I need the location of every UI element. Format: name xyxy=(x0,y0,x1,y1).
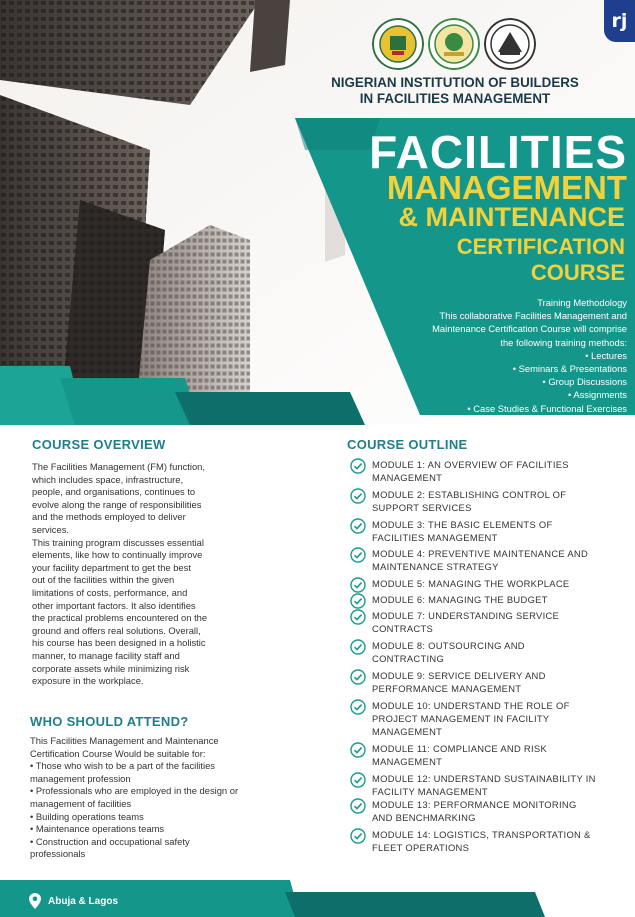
module-text-line: FACILITY MANAGEMENT xyxy=(372,786,488,797)
module-text xyxy=(372,577,569,590)
attend-item xyxy=(30,836,300,861)
org-name-line-1: NIGERIAN INSTITUTION OF BUILDERS xyxy=(331,75,579,90)
overview-line: other important factors. It also identifies xyxy=(32,599,196,611)
module-item xyxy=(350,669,625,695)
attend-item xyxy=(30,823,300,836)
course-title-line-2: MANAGEMENT xyxy=(386,169,627,206)
module-item xyxy=(350,518,625,544)
check-circle-icon xyxy=(350,593,366,609)
overview-line: elements, like how to continually improve xyxy=(32,549,203,561)
check-circle-icon xyxy=(350,639,366,655)
module-text-line: PERFORMANCE MANAGEMENT xyxy=(372,683,522,694)
module-item xyxy=(350,488,625,514)
module-text xyxy=(372,518,553,544)
module-text-line: MODULE 1: AN OVERVIEW OF FACILITIES xyxy=(372,459,569,470)
check-circle-icon xyxy=(350,699,366,715)
methodology-item: • Group Discussions xyxy=(367,375,627,388)
module-item xyxy=(350,798,625,824)
module-text-line: MODULE 7: UNDERSTANDING SERVICE xyxy=(372,610,560,621)
module-text xyxy=(372,547,588,573)
attend-item xyxy=(30,811,300,824)
module-text-line: SUPPORT SERVICES xyxy=(372,502,472,513)
course-title-line-5: COURSE xyxy=(530,260,625,285)
logo-row xyxy=(372,18,540,76)
attend-item xyxy=(30,760,300,785)
module-text xyxy=(372,639,525,665)
methodology-item: • Seminars & Presentations xyxy=(367,362,627,375)
module-text-line: MODULE 9: SERVICE DELIVERY AND xyxy=(372,670,546,681)
who-should-attend-text xyxy=(30,735,300,861)
attend-item-line: professionals xyxy=(30,848,86,860)
course-overview-heading: COURSE OVERVIEW xyxy=(32,437,166,452)
check-circle-icon xyxy=(350,669,366,685)
institution-seal-3 xyxy=(484,18,536,70)
module-text-line: MODULE 11: COMPLIANCE AND RISK xyxy=(372,743,548,754)
module-text-line: FLEET OPERATIONS xyxy=(372,842,470,853)
overview-line: manner, to manage facility staff and xyxy=(32,649,180,661)
module-text-line: CONTRACTING xyxy=(372,653,445,664)
attend-item-line: Those who wish to be a part of the facilities xyxy=(35,760,215,772)
attend-item xyxy=(30,785,300,810)
module-text-line: MODULE 2: ESTABLISHING CONTROL OF xyxy=(372,489,567,500)
module-text-line: MODULE 5: MANAGING THE WORKPLACE xyxy=(372,578,570,589)
module-text-line: MODULE 6: MANAGING THE BUDGET xyxy=(372,594,548,605)
module-text-line: MANAGEMENT xyxy=(372,472,443,483)
module-text xyxy=(372,699,570,738)
overview-line: the practical problems encountered on the xyxy=(32,612,208,624)
module-text-line: FACILITIES MANAGEMENT xyxy=(372,532,498,543)
methodology-heading: Training Methodology xyxy=(537,297,627,308)
overview-line: which includes space, infrastructure, xyxy=(32,473,184,485)
module-item xyxy=(350,828,625,854)
module-text xyxy=(372,669,546,695)
module-item xyxy=(350,699,625,738)
module-text-line: MODULE 12: UNDERSTAND SUSTAINABILITY IN xyxy=(372,773,596,784)
overview-line: his course has been designed in a holistic xyxy=(32,637,206,649)
overview-line: exposure in the workplace. xyxy=(32,675,144,687)
module-text-line: MODULE 3: THE BASIC ELEMENTS OF xyxy=(372,519,553,530)
institution-seal-2 xyxy=(428,18,480,70)
organization-name xyxy=(330,75,580,107)
overview-line: and the methods employed to deliver xyxy=(32,511,186,523)
module-text xyxy=(372,488,566,514)
module-item xyxy=(350,458,625,484)
module-item xyxy=(350,742,625,768)
overview-line: your facility department to get the best xyxy=(32,561,191,573)
check-circle-icon xyxy=(350,577,366,593)
module-text-line: MANAGEMENT xyxy=(372,756,443,767)
module-item xyxy=(350,772,625,798)
methodology-intro-1: This collaborative Facilities Management and xyxy=(439,310,627,322)
location-pin-icon xyxy=(29,893,41,909)
overview-line: limitations of costs, performance, and xyxy=(32,586,188,598)
brand-badge: rj xyxy=(604,0,635,42)
check-circle-icon xyxy=(350,772,366,788)
methodology-item: • Assignments xyxy=(367,388,627,401)
attend-intro-2: Certification Course Would be suitable for: xyxy=(30,747,206,759)
who-should-attend-heading: WHO SHOULD ATTEND? xyxy=(30,714,189,729)
check-circle-icon xyxy=(350,518,366,534)
module-text-line: MODULE 8: OUTSOURCING AND xyxy=(372,640,525,651)
attend-item-line: Building operations teams xyxy=(35,810,144,822)
module-item xyxy=(350,593,625,609)
module-text xyxy=(372,609,559,635)
overview-line: services. xyxy=(32,523,69,535)
check-circle-icon xyxy=(350,547,366,563)
attend-item-line: management of facilities xyxy=(30,797,132,809)
module-text-line: MODULE 10: UNDERSTAND THE ROLE OF xyxy=(372,700,570,711)
course-title-line-4: CERTIFICATION xyxy=(456,234,625,259)
module-item xyxy=(350,547,625,573)
course-overview-text xyxy=(32,461,272,688)
check-circle-icon xyxy=(350,488,366,504)
overview-line: evolve along the range of responsibilities xyxy=(32,498,202,510)
course-outline-heading: COURSE OUTLINE xyxy=(347,437,468,452)
check-circle-icon xyxy=(350,458,366,474)
overview-line: people, and organisations, continues to xyxy=(32,486,196,498)
course-title-line-1: FACILITIES xyxy=(369,126,627,178)
attend-item-line: Maintenance operations teams xyxy=(35,823,165,835)
module-text-line: MODULE 14: LOGISTICS, TRANSPORTATION & xyxy=(372,829,591,840)
module-item xyxy=(350,639,625,665)
institution-seal-1 xyxy=(372,18,424,70)
check-circle-icon xyxy=(350,798,366,814)
methodology-intro-2: Maintenance Certification Course will comprise xyxy=(432,323,627,335)
training-methodology xyxy=(367,296,627,415)
methodology-item: • Lectures xyxy=(367,349,627,362)
module-text xyxy=(372,593,548,606)
check-circle-icon xyxy=(350,609,366,625)
attend-intro-1: This Facilities Management and Maintenance xyxy=(30,735,219,746)
module-text-line: MAINTENANCE STRATEGY xyxy=(372,561,499,572)
overview-line: This training program discusses essential xyxy=(32,536,204,548)
module-text xyxy=(372,828,591,854)
overview-line: ground and offers real solutions. Overall, xyxy=(32,624,201,636)
module-text xyxy=(372,742,547,768)
check-circle-icon xyxy=(350,828,366,844)
location-text: Abuja & Lagos xyxy=(48,896,119,907)
module-text xyxy=(372,798,577,824)
module-text xyxy=(372,458,569,484)
module-text xyxy=(372,772,596,798)
module-item xyxy=(350,577,625,593)
module-text-line: MODULE 13: PERFORMANCE MONITORING xyxy=(372,799,577,810)
overview-line: out of the facilities within the given xyxy=(32,574,175,586)
module-text-line: MODULE 4: PREVENTIVE MAINTENANCE AND xyxy=(372,548,589,559)
module-item xyxy=(350,609,625,635)
module-text-line: MANAGEMENT xyxy=(372,726,443,737)
methodology-item: • Case Studies & Functional Exercises xyxy=(367,402,627,415)
attend-item-line: management profession xyxy=(30,772,131,784)
methodology-intro-3: the following training methods: xyxy=(500,336,627,348)
overview-line: corporate assets while minimizing risk xyxy=(32,662,190,674)
overview-line: The Facilities Management (FM) function, xyxy=(32,461,205,472)
course-title-line-3: & MAINTENANCE xyxy=(398,202,625,232)
org-name-line-2: IN FACILITIES MANAGEMENT xyxy=(359,91,551,106)
module-text-line: CONTRACTS xyxy=(372,623,434,634)
module-text-line: PROJECT MANAGEMENT IN FACILITY xyxy=(372,713,550,724)
attend-item-line: Professionals who are employed in the design or xyxy=(35,785,239,797)
module-text-line: AND BENCHMARKING xyxy=(372,812,476,823)
check-circle-icon xyxy=(350,742,366,758)
attend-item-line: Construction and occupational safety xyxy=(35,835,190,847)
